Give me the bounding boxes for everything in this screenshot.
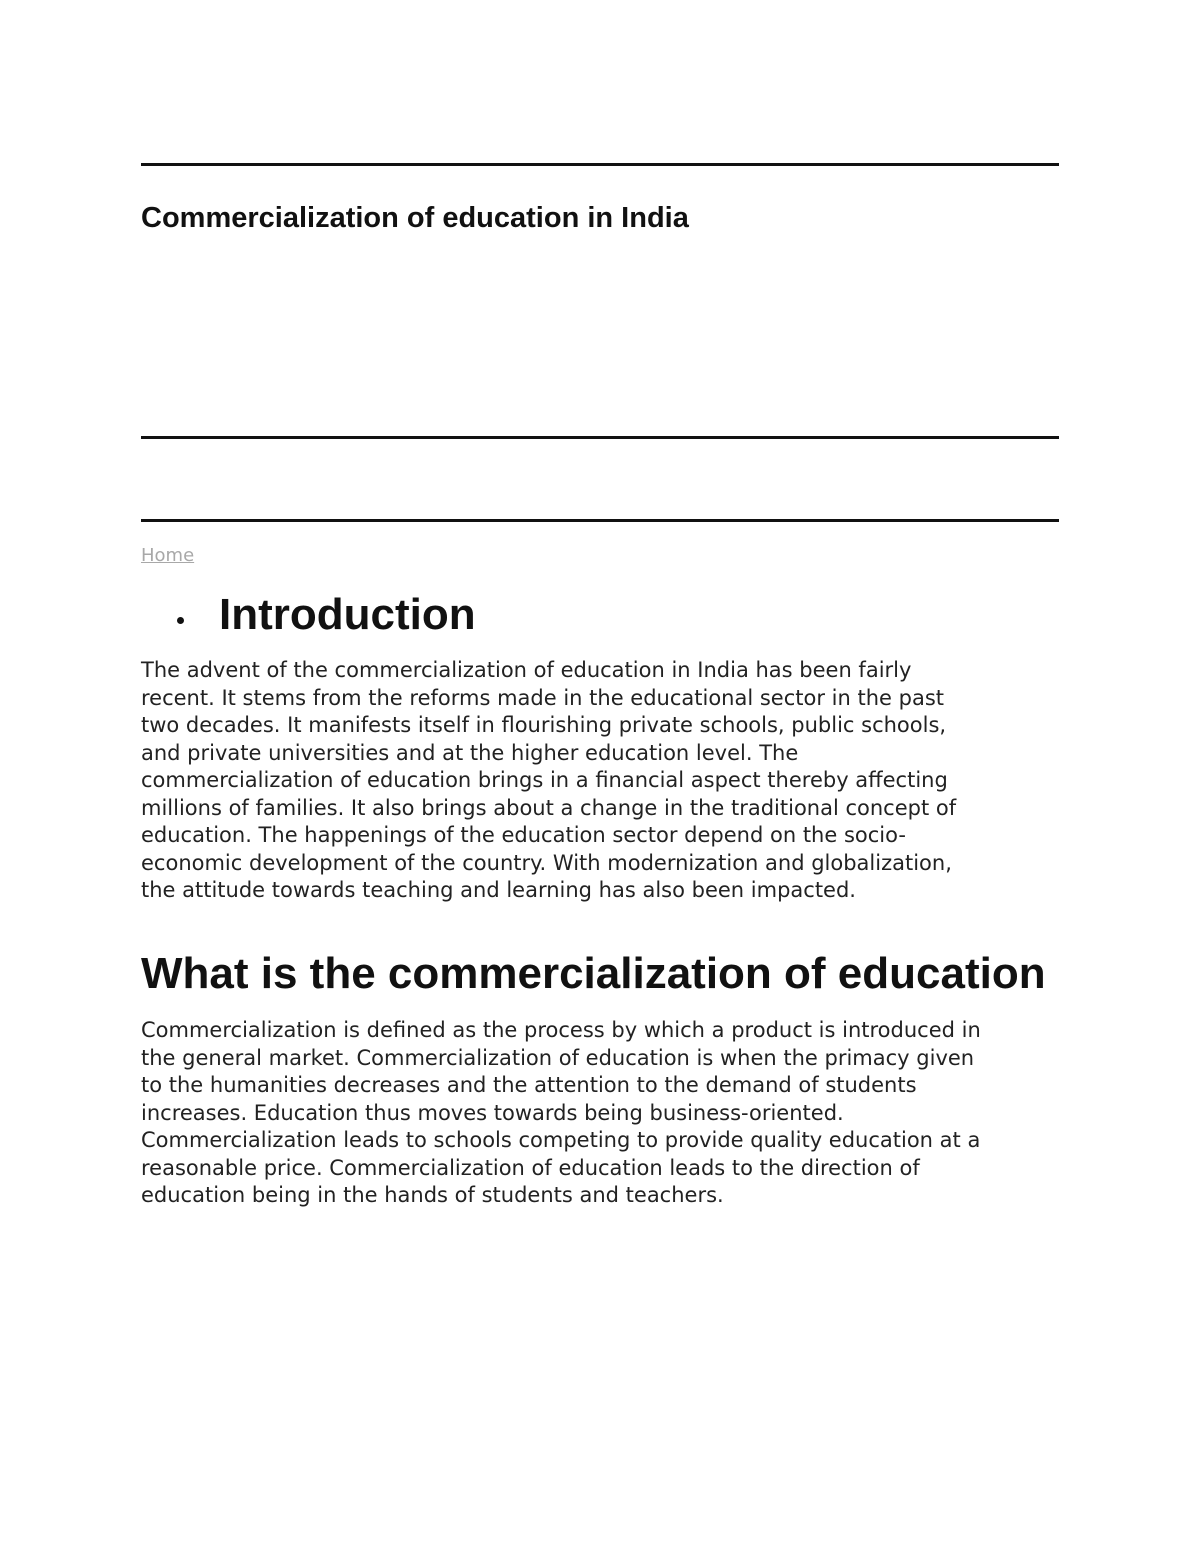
intro-heading-list bbox=[141, 587, 476, 643]
horizontal-rule-top bbox=[141, 163, 1059, 166]
intro-heading: Introduction bbox=[219, 590, 476, 639]
intro-paragraph: The advent of the commercialization of education in India has been fairly recent. It stems from the reforms made in the educational sector in the past two decades. It manifests itself in flourishing private schools, public schools, and private universities and at the higher education level. The commercialization of education brings in a financial aspect thereby affecting millions of families. It also brings about a change in the traditional concept of education. The happenings of the education sector depend on the socio- economic development of the country. With modernization and globalization, the attitude towards teaching and learning has also been impacted. bbox=[141, 658, 957, 902]
horizontal-rule-bottom bbox=[141, 519, 1059, 522]
home-link[interactable]: Home bbox=[141, 545, 195, 566]
section-heading: What is the commercialization of education bbox=[141, 949, 1046, 998]
section-paragraph: Commercialization is defined as the process by which a product is introduced in the general market. Commercialization of education is when the primacy given to the humanities decreases and the attention to the demand of students increases. Education thus moves towards being business-oriented. Commercialization leads to schools competing to provide quality education at a reasonable price. Commercialization of education leads to the direction of education being in the hands of students and teachers. bbox=[141, 1018, 981, 1207]
horizontal-rule-middle bbox=[141, 436, 1059, 439]
document-title: Commercialization of education in India bbox=[141, 202, 689, 234]
bullet-icon bbox=[177, 617, 184, 624]
intro-heading-item bbox=[141, 587, 476, 643]
